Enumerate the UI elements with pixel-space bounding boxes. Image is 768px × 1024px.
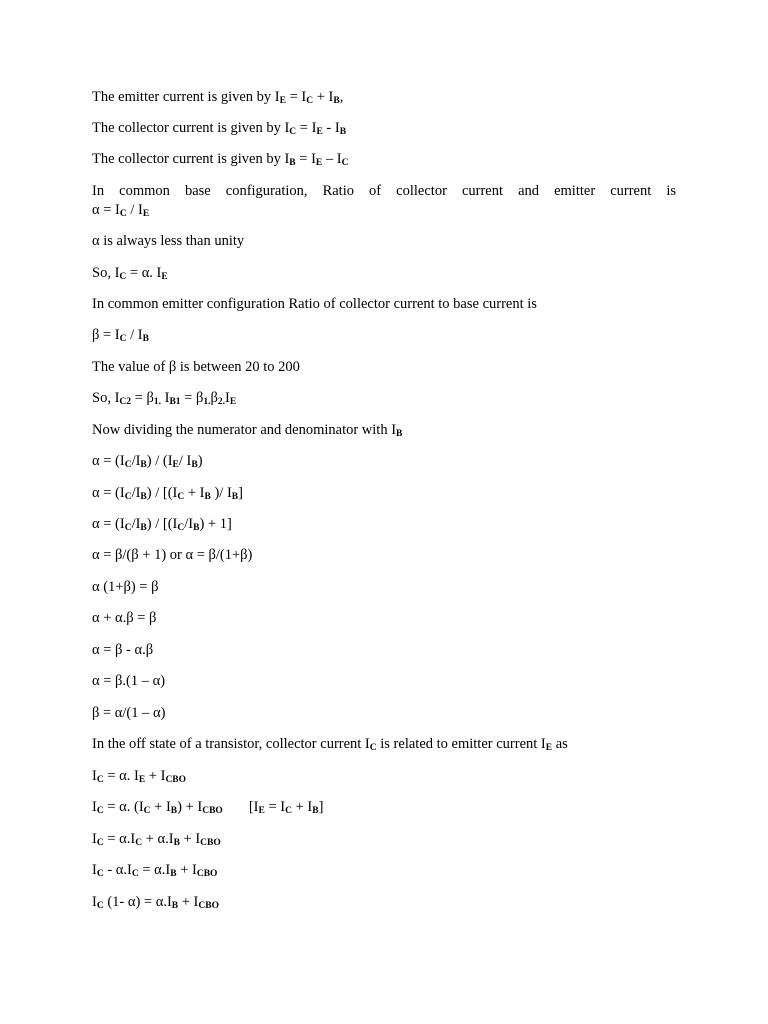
text-line-common-emitter-ratio: In common emitter configuration Ratio of collector current to base current is [92, 296, 537, 312]
text-line-base-current: The collector current is given by $I_B = I_E - I_C$ [92, 151, 349, 168]
text-line-common-base-ratio: In common base configuration, Ratio of collector current and emitter current is [92, 183, 676, 199]
text-line-beta-range: The value of β is between 20 to 200 [92, 359, 300, 375]
equation-beta-definition: $\beta = I_C / I_B$ [92, 327, 149, 344]
equation-ic-factored: $I_C$ (1- $\alpha) = \alpha.I_B + I_{CBO}$ [92, 894, 219, 911]
text-line-dividing: Now dividing the numerator and denominator with $I_B$ [92, 422, 403, 439]
equation-ic2-beta: So, $I_{C2} = \beta_{1.}$ $I_{B1} = \beta_{1.}\beta_{2.}I_E$ [92, 390, 237, 407]
equation-alpha-step-1: $\alpha = (I_C/I_B) / (I_E/$ $I_B$) [92, 453, 203, 470]
equation-alpha-times: α (1+β) = β [92, 579, 159, 595]
equation-alpha-factor: α = β.(1 – α) [92, 673, 166, 689]
equation-beta-alpha: β = α/(1 – α) [92, 705, 166, 721]
equation-alpha-beta-ratio: α = β/(β + 1) or α = β/(1+β) [92, 547, 253, 563]
text-line-off-state: In the off state of a transistor, collector current $I_C$ is related to emitter current $I_E$ as [92, 736, 568, 753]
equation-ic-rearranged: $I_C - \alpha.I_C = \alpha.I_B + I_{CBO}$ [92, 862, 218, 879]
equation-alpha-plus: α + α.β = β [92, 610, 157, 626]
equation-ic-distributed: $I_C = \alpha.I_C + \alpha.I_B + I_{CBO}$ [92, 831, 221, 848]
equation-alpha-step-2: $\alpha = (I_C/I_B) / [(I_C + I_B$ )/ $I_B$] [92, 485, 243, 502]
equation-alpha-minus: α = β - α.β [92, 642, 154, 658]
equation-alpha-definition: $\alpha = I_C / I_E$ [92, 202, 150, 219]
text-line-collector-current: The collector current is given by $I_C = I_E - I_B$ [92, 120, 347, 137]
text-line-alpha-unity: α is always less than unity [92, 233, 245, 249]
text-line-emitter-current: The emitter current is given by $I_E = I_C + I_B$, [92, 89, 344, 106]
equation-alpha-step-3: $\alpha = (I_C/I_B) / [(I_C/I_B) + 1]$ [92, 516, 232, 533]
equation-ic-alpha-ie: So, $I_C = \alpha$. $I_E$ [92, 265, 168, 282]
equation-ic-icbo: $I_C = \alpha$. $I_E + I_{CBO}$ [92, 768, 187, 785]
equation-ic-expanded: $I_C = \alpha$. $(I_C + I_B) + I_{CBO}$ $[I_E = I_C + I_B]$ [92, 799, 324, 816]
